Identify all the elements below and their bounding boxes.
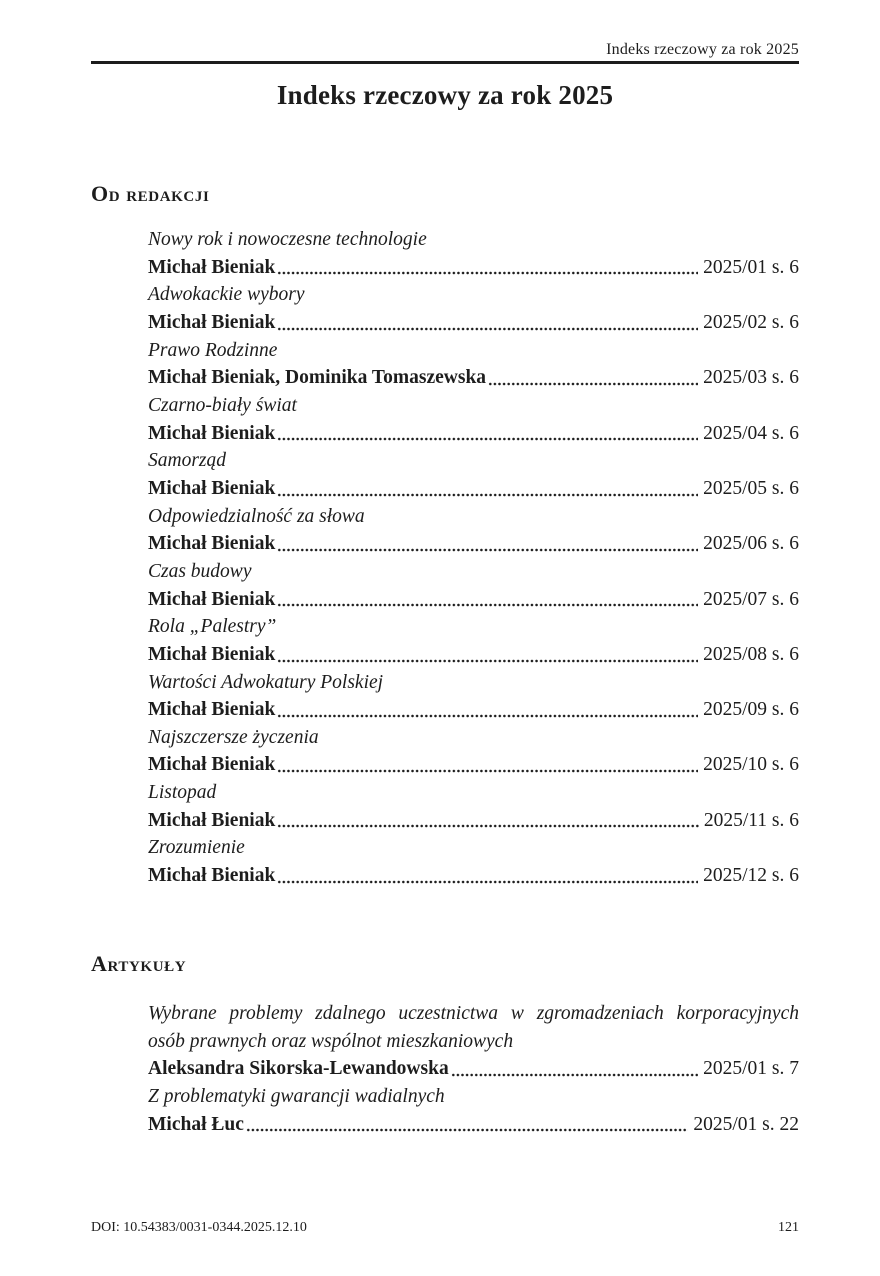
entry-title: Nowy rok i nowoczesne technologie [148, 229, 427, 250]
entry-title: Samorząd [148, 450, 227, 472]
index-entry [148, 281, 799, 336]
entry-title: Odpowiedzialność za słowa [148, 505, 365, 527]
index-list-od-redakcji [148, 226, 799, 890]
index-entry [148, 1000, 799, 1083]
index-entry [148, 613, 799, 668]
entry-author: Michał Bieniak, Dominika Tomaszewska [148, 367, 487, 389]
page-footer [91, 1220, 799, 1236]
entry-author: Michał Bieniak [148, 643, 276, 665]
entry-author: Michał Bieniak [148, 311, 276, 333]
index-entry [148, 558, 799, 613]
entry-author-row [148, 641, 799, 669]
entry-author: Michał Łuc [148, 1113, 244, 1135]
dot-leader [277, 254, 698, 282]
entry-ref: 2025/12 s. 6 [703, 865, 799, 887]
index-entry [148, 226, 799, 281]
entry-author: Michał Bieniak [148, 256, 276, 278]
entry-ref: 2025/05 s. 6 [703, 477, 799, 499]
entry-ref: 2025/09 s. 6 [703, 699, 799, 721]
dot-leader [277, 807, 699, 835]
entry-title: Czarno-biały świat [148, 394, 297, 416]
entry-ref: 2025/03 s. 6 [703, 367, 799, 389]
index-entry [148, 392, 799, 447]
entry-author-row [148, 696, 799, 724]
dot-leader [246, 1111, 688, 1139]
entry-author-row [148, 309, 799, 337]
entry-title: Najszczersze życzenia [148, 726, 319, 748]
dot-leader [277, 751, 698, 779]
entry-title-line-2: osób prawnych oraz wspólnot mieszkaniowych [148, 1030, 514, 1052]
entry-author-row [148, 530, 799, 558]
index-entry [148, 447, 799, 502]
entry-title: Z problematyki gwarancji wadialnych [148, 1085, 445, 1107]
entry-title: Rola „Palestry” [148, 616, 277, 638]
index-entry [148, 779, 799, 834]
entry-author-row [148, 420, 799, 448]
entry-title-line-1: Wybrane problemy zdalnego uczestnictwa w zgromadzeniach korporacyjnych [148, 1003, 799, 1024]
dot-leader [451, 1055, 698, 1083]
index-list-artykuly [148, 1000, 799, 1138]
entry-author-row [148, 1111, 799, 1139]
dot-leader [277, 420, 698, 448]
dot-leader [277, 696, 698, 724]
entry-ref: 2025/07 s. 6 [703, 588, 799, 610]
index-entry [148, 1083, 799, 1138]
entry-ref: 2025/01 s. 7 [703, 1058, 799, 1080]
entry-ref: 2025/01 s. 6 [703, 256, 799, 278]
entry-author-row [148, 862, 799, 890]
page-number: 121 [778, 1220, 799, 1235]
index-entry [148, 724, 799, 779]
entry-ref: 2025/08 s. 6 [703, 643, 799, 665]
entry-ref: 2025/10 s. 6 [703, 754, 799, 776]
entry-author-row [148, 751, 799, 779]
entry-ref: 2025/01 s. 22 [693, 1113, 799, 1135]
header-rule [91, 61, 799, 64]
doi-text: DOI: 10.54383/0031-0344.2025.12.10 [91, 1220, 307, 1235]
entry-title: Czas budowy [148, 560, 252, 582]
entry-author: Michał Bieniak [148, 699, 276, 721]
entry-author: Michał Bieniak [148, 588, 276, 610]
dot-leader [277, 309, 698, 337]
dot-leader [488, 364, 698, 392]
section-heading-artykuly: Artykuły [91, 951, 187, 976]
entry-ref: 2025/11 s. 6 [703, 809, 799, 831]
entry-title: Wartości Adwokatury Polskiej [148, 671, 384, 693]
entry-author: Michał Bieniak [148, 754, 276, 776]
section-heading-od-redakcji: Od redakcji [91, 181, 210, 206]
index-entry [148, 337, 799, 392]
entry-title: Prawo Rodzinne [148, 339, 278, 361]
entry-author-row [148, 586, 799, 614]
entry-author-row [148, 475, 799, 503]
entry-author-row [148, 254, 799, 282]
entry-title: Zrozumienie [148, 837, 245, 859]
entry-author: Michał Bieniak [148, 422, 276, 444]
entry-author: Michał Bieniak [148, 533, 276, 555]
running-head: Indeks rzeczowy za rok 2025 [606, 41, 799, 58]
entry-author: Michał Bieniak [148, 865, 276, 887]
dot-leader [277, 475, 698, 503]
entry-title: Listopad [148, 782, 217, 804]
entry-author: Michał Bieniak [148, 477, 276, 499]
dot-leader [277, 641, 698, 669]
index-entry [148, 503, 799, 558]
entry-author: Michał Bieniak [148, 809, 276, 831]
page-title: Indeks rzeczowy za rok 2025 [276, 80, 614, 110]
index-entry [148, 834, 799, 889]
dot-leader [277, 586, 698, 614]
entry-author-row [148, 807, 799, 835]
entry-author: Aleksandra Sikorska-Lewandowska [148, 1058, 449, 1080]
dot-leader [277, 530, 698, 558]
dot-leader [277, 862, 698, 890]
index-entry [148, 669, 799, 724]
entry-title: Adwokackie wybory [148, 284, 305, 306]
entry-author-row [148, 1055, 799, 1083]
entry-ref: 2025/02 s. 6 [703, 311, 799, 333]
entry-ref: 2025/06 s. 6 [703, 533, 799, 555]
entry-author-row [148, 364, 799, 392]
entry-ref: 2025/04 s. 6 [703, 422, 799, 444]
